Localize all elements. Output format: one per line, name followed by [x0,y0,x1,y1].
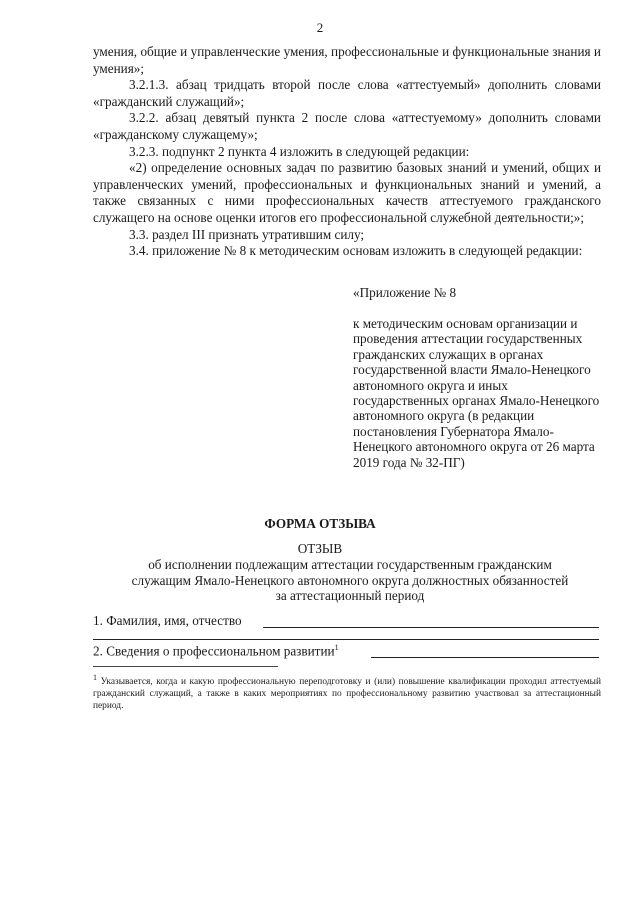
field-professional-development-label [93,643,339,659]
paragraph: 3.3. раздел III признать утратившим силу; [129,226,365,242]
footnote-text: Указывается, когда и какую профессиональную переподготовку и (или) повышение квалификации проходил аттестуемый гражданский служащий, а также в каких мероприятиях по профессиональному развитию участвовал за аттестационный период. [93,677,601,712]
full-name-underline-2 [93,639,599,640]
footnote-ref: 1 [334,643,339,652]
footnote-marker: 1 [93,673,97,682]
field-full-name-label: 1. Фамилия, имя, отчество [93,613,242,628]
footnote [93,672,601,712]
paragraph: 3.2.1.3. абзац тридцать второй после слова «аттестуемый» дополнить словами «гражданский служащий»; [93,77,601,109]
review-title: ОТЗЫВ [297,541,343,556]
paragraph: умения, общие и управленческие умения, профессиональные и функциональные знания и умения»; [93,44,601,76]
page-number: 2 [316,20,324,35]
professional-development-underline [371,657,599,658]
appendix-note: к методическим основам организации и проведения аттестации государственных гражданских служащих в органах государственной власти Ямало-Ненецкого автономного округа и иных государственных органах Ямало-Ненецкого автономного округа (в редакции постановления Губернатора Ямало-Ненецкого автономного округа от 26 марта 2019 года № 32-ПГ) [353,316,600,470]
full-name-underline [263,627,599,628]
field-professional-development-text: 2. Сведения о профессиональном развитии [93,643,335,659]
form-title: ФОРМА ОТЗЫВА [264,516,376,531]
paragraph: 3.4. приложение № 8 к методическим основам изложить в следующей редакции: [129,243,583,259]
body-text [93,44,601,260]
footnote-separator [93,666,278,667]
paragraph: 3.2.2. абзац девятый пункта 2 после слова «аттестуемому» дополнить словами «гражданскому служащему»; [93,110,601,142]
appendix-title: «Приложение № 8 [353,285,457,300]
paragraph: «2) определение основных задач по развитию базовых знаний и умений, общих и управленческих умений, профессиональных и функциональных знаний и умений, а также связанных с ними профессиональных качеств аттестуемого гражданского служащего на основе оценки итогов его профессиональной служебной деятельности;»; [93,160,601,225]
paragraph: 3.2.3. подпункт 2 пункта 4 изложить в следующей редакции: [129,143,470,159]
review-subtitle: об исполнении подлежащим аттестации государственным гражданским служащим Ямало-Ненецкого автономного округа должностных обязанностей за аттестационный период [131,557,569,604]
